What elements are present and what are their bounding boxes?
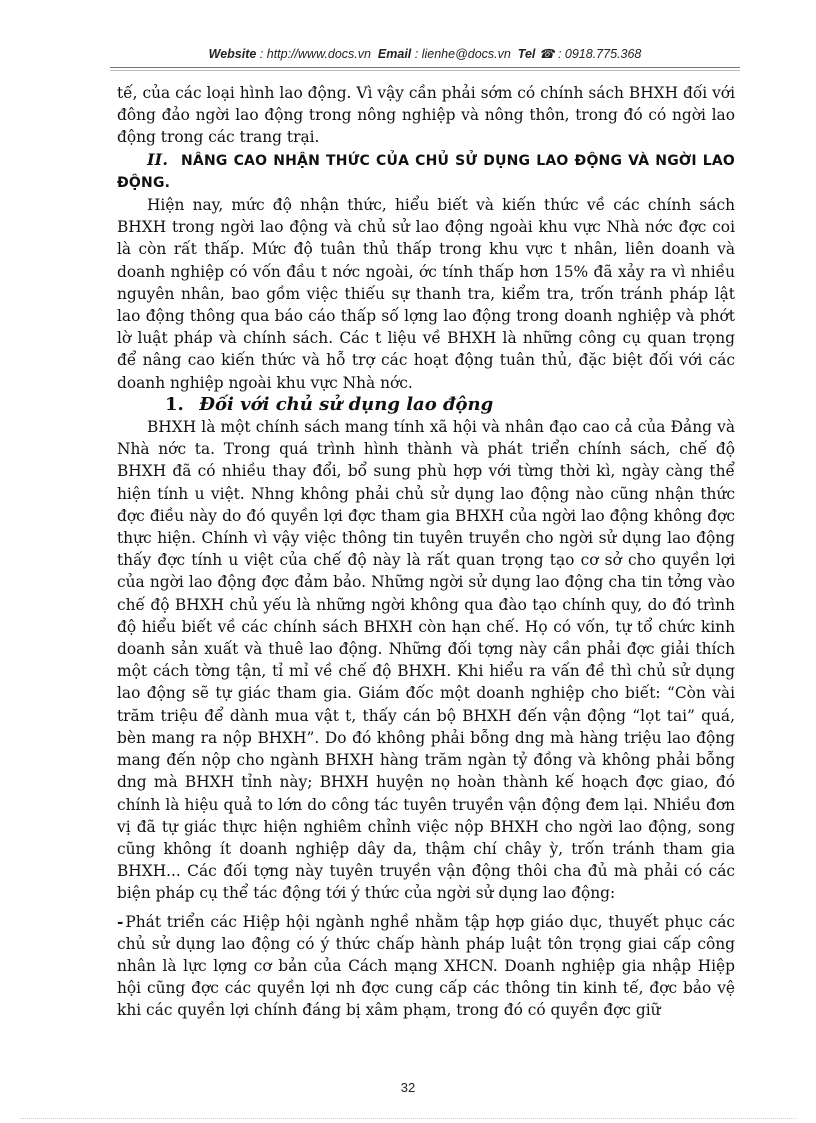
phone-icon: ☎ bbox=[538, 47, 555, 61]
section-heading bbox=[117, 149, 735, 194]
website-value: http://www.docs.vn bbox=[266, 47, 371, 61]
bullet-paragraph bbox=[117, 911, 735, 1022]
section-title: NÂNG CAO NHẬN THỨC CỦA CHỦ SỬ DỤNG LAO ĐỘNG VÀ NGỜI LAO ĐỘNG. bbox=[117, 152, 735, 191]
email-value: lienhe@docs.vn bbox=[421, 47, 511, 61]
paragraph-intro: tế, của các loại hình lao động. Vì vậy cần phải sớm có chính sách BHXH đối với đông đảo ngời lao động trong nông nghiệp và nông thôn, trong đó có ngời lao động trong các trang trại. bbox=[117, 84, 735, 147]
website-label: Website bbox=[208, 47, 257, 61]
paragraph-employers: BHXH là một chính sách mang tính xã hội và nhân đạo cao cả của Đảng và Nhà nớc ta. Trong quá trình hình thành và phát triển chính sách, chế độ BHXH đã có nhiều thay đổi, bổ sung phù hợp với từng thời kì, ngày càng thể hiện tính u việt. Nhng không phải chủ sử dụng lao động nào cũng nhận thức đợc điều này do đó quyền lợi đợc tham gia BHXH của ngời lao động không đợc thực hiện. Chính vì vậy việc thông tin tuyên truyền cho ngời sử dụng lao động thấy đợc tính u việt của chế độ này là rất quan trọng tạo cơ sở cho quyền lợi của ngời lao động đợc đảm bảo. Những ngời sử dụng lao động cha tin tởng vào chế độ BHXH chủ yếu là những ngời không qua đào tạo chính quy, do đó trình độ hiểu biết về các chính sách BHXH còn hạn chế. Họ có vốn, tự tổ chức kinh doanh sản xuất và thuê lao động. Những đối tợng này cần phải đợc giải thích một cách tờng tận, tỉ mỉ về chế độ BHXH. Khi hiểu ra vấn đề thì chủ sử dụng lao động sẽ tự giác tham gia. Giám đốc một doanh nghiệp cho biết: “Còn vài trăm triệu để dành mua vật t, thấy cán bộ BHXH đến vận động “lọt tai” quá, bèn mang ra nộp BHXH”. Do đó không phải bỗng dng mà hàng triệu lao động mang đến nộp cho ngành BHXH hàng trăm ngàn tỷ đồng và không phải bỗng dng mà BHXH tỉnh này; BHXH huyện nọ hoàn thành kế hoạch đợc giao, đó chính là hiệu quả to lớn do công tác tuyên truyền vận động đem lại. Nhiều đơn vị đã tự giác thực hiện nghiêm chỉnh việc nộp BHXH cho ngời lao động, song cũng không ít doanh nghiệp dây da, thậm chí chây ỳ, trốn tránh tham gia BHXH... Các đối tợng này tuyên truyền vận động thôi cha đủ mà phải có các biện pháp cụ thể tác động tới ý thức của ngời sử dụng lao động: bbox=[117, 418, 735, 903]
tel-label: Tel bbox=[517, 47, 536, 61]
document-body bbox=[117, 82, 735, 1022]
paragraph-awareness: Hiện nay, mức độ nhận thức, hiểu biết và kiến thức về các chính sách BHXH trong ngời lao động và chủ sử lao động ngoài khu vực Nhà nớc đợc coi là còn rất thấp. Mức độ tuân thủ thấp trong khu vực t nhân, liên doanh và doanh nghiệp có vốn đầu t nớc ngoài, ớc tính thấp hơn 15% đã xảy ra vì nhiều nguyên nhân, bao gồm việc thiếu sự thanh tra, kiểm tra, trốn tránh pháp lật lao động thông qua báo cáo thấp số lợng lao động trong doanh nghiệp và phớt lờ luật pháp và chính sách. Các t liệu về BHXH là những công cụ quan trọng để nâng cao kiến thức và hỗ trợ các hoạt động tuân thủ, đặc biệt đối với các doanh nghiệp ngoài khu vực Nhà nớc. bbox=[117, 196, 735, 392]
subsection-title: Đối với chủ sử dụng lao động bbox=[199, 393, 494, 415]
subsection-number: 1. bbox=[165, 393, 184, 415]
bullet-mark: - bbox=[117, 912, 124, 931]
bullet-text: Phát triển các Hiệp hội ngành nghề nhằm tập hợp giáo dục, thuyết phục các chủ sử dụng lao động có ý thức chấp hành pháp luật tôn trọng giai cấp công nhân là lực lợng cơ bản của Cách mạng XHCN. Doanh nghiệp gia nhập Hiệp hội cũng đợc các quyền lợi nh đợc cung cấp các thông tin kinh tế, đợc bảo vệ khi các quyền lợi chính đáng bị xâm phạm, trong đó có quyền đợc giữ bbox=[117, 912, 735, 1020]
page-header: Website : http://www.docs.vn Email : lienhe@docs.vn Tel ☎ : 0918.775.368 bbox=[208, 47, 642, 61]
subsection-heading bbox=[117, 394, 735, 416]
email-label: Email bbox=[377, 47, 412, 61]
tel-value: 0918.775.368 bbox=[564, 47, 642, 61]
page-number: 32 bbox=[400, 1080, 416, 1095]
header-divider bbox=[110, 67, 740, 71]
section-number: II. bbox=[147, 149, 169, 169]
footer-divider bbox=[20, 1118, 796, 1119]
